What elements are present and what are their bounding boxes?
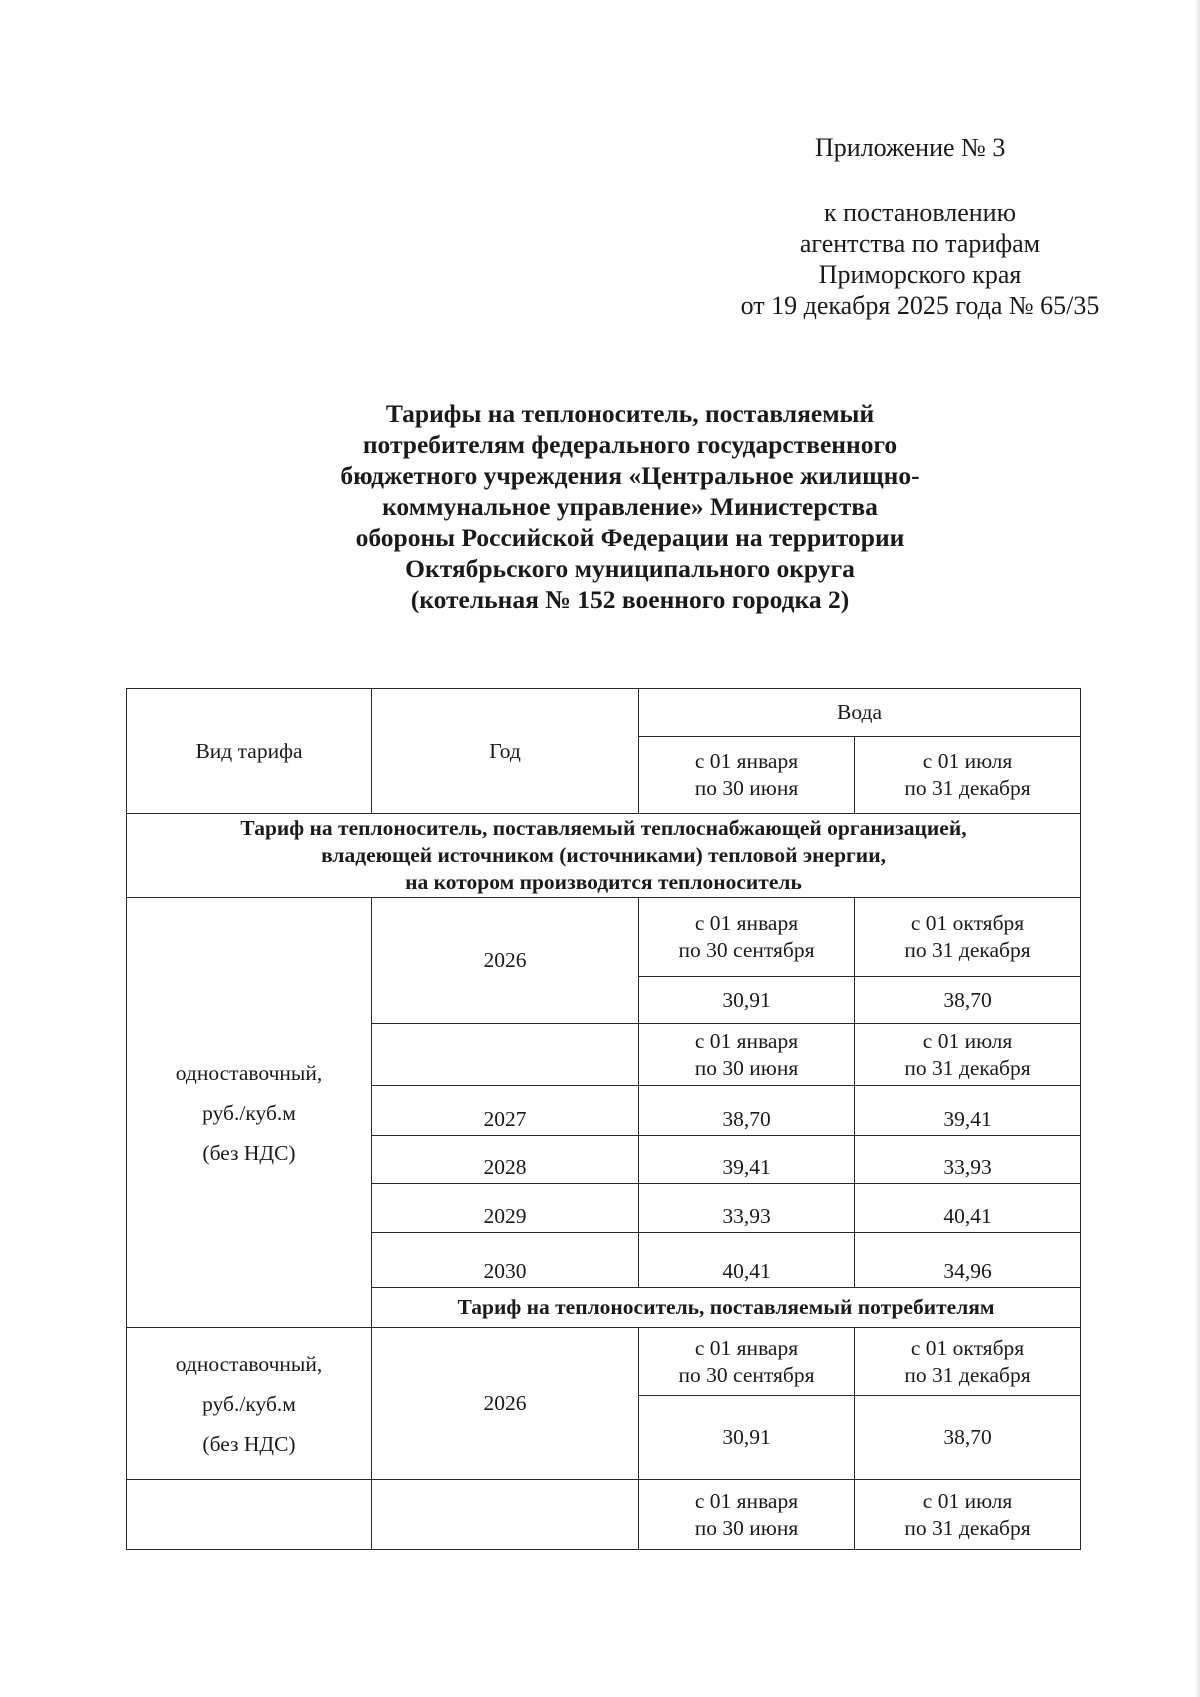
table-row: [127, 814, 1081, 898]
table-row: [127, 1328, 1081, 1396]
year-cell: 2026: [372, 1328, 639, 1480]
value-cell: 38,70: [855, 1396, 1081, 1480]
tariff-table: [126, 688, 1081, 1550]
document-title: [250, 398, 1010, 615]
year-cell: 2026: [372, 898, 639, 1024]
attachment-line: агентства по тарифам: [799, 229, 1041, 258]
section-1-title: Тариф на теплоноситель, поставляемый теплоснабжающей организацией, владеющей источником (источниками) тепловой энергии, на котором производится теплоноситель: [127, 814, 1081, 898]
year-cell: 2030: [372, 1233, 639, 1288]
section-1-tariff-type: одноставочный, руб./куб.м (без НДС): [127, 898, 372, 1328]
attachment-number: Приложение № 3: [815, 133, 1006, 162]
period-cell: с 01 января по 30 сентября: [639, 898, 855, 977]
year-cell-empty: [372, 1024, 639, 1086]
period-cell: с 01 января по 30 сентября: [639, 1328, 855, 1396]
title-line: бюджетного учреждения «Центральное жилищно-: [340, 461, 920, 490]
value-cell: 39,41: [639, 1136, 855, 1184]
value-cell: 30,91: [639, 977, 855, 1024]
title-line: обороны Российской Федерации на территории: [355, 523, 905, 552]
year-cell: 2027: [372, 1086, 639, 1136]
header-water: Вода: [639, 689, 1081, 737]
table-row: [127, 898, 1081, 977]
value-cell: 30,91: [639, 1396, 855, 1480]
period-cell: с 01 октября по 31 декабря: [855, 898, 1081, 977]
value-cell: 40,41: [855, 1184, 1081, 1233]
header-tariff-type: Вид тарифа: [127, 689, 372, 814]
period-cell: с 01 июля по 31 декабря: [855, 1480, 1081, 1550]
title-line: Тарифы на теплоноситель, поставляемый: [385, 399, 875, 428]
table-row: [127, 1480, 1081, 1550]
section-2-title: Тариф на теплоноситель, поставляемый потребителям: [372, 1288, 1081, 1328]
attachment-line: Приморского края: [818, 260, 1022, 289]
page-edge: [1194, 0, 1200, 1697]
attachment-line: от 19 декабря 2025 года № 65/35: [740, 291, 1100, 320]
title-line: (котельная № 152 военного городка 2): [410, 585, 850, 614]
header-year: Год: [372, 689, 639, 814]
period-cell: с 01 января по 30 июня: [639, 1024, 855, 1086]
period-cell: с 01 октября по 31 декабря: [855, 1328, 1081, 1396]
header-period-2: с 01 июля по 31 декабря: [855, 737, 1081, 814]
value-cell: 38,70: [855, 977, 1081, 1024]
section-2-tariff-type: одноставочный, руб./куб.м (без НДС): [127, 1328, 372, 1480]
attachment-header: [700, 132, 1140, 321]
value-cell: 34,96: [855, 1233, 1081, 1288]
value-cell: 40,41: [639, 1233, 855, 1288]
value-cell: 39,41: [855, 1086, 1081, 1136]
tariff-cell-empty: [127, 1480, 372, 1550]
attachment-line: к постановлению: [823, 198, 1017, 227]
title-line: Октябрьского муниципального округа: [405, 554, 855, 583]
table-row: [127, 689, 1081, 737]
value-cell: 33,93: [639, 1184, 855, 1233]
period-cell: с 01 января по 30 июня: [639, 1480, 855, 1550]
value-cell: 38,70: [639, 1086, 855, 1136]
title-line: коммунальное управление» Министерства: [382, 492, 878, 521]
period-cell: с 01 июля по 31 декабря: [855, 1024, 1081, 1086]
year-cell: 2028: [372, 1136, 639, 1184]
value-cell: 33,93: [855, 1136, 1081, 1184]
title-line: потребителям федерального государственного: [362, 430, 898, 459]
header-period-1: с 01 января по 30 июня: [639, 737, 855, 814]
year-cell-empty: [372, 1480, 639, 1550]
year-cell: 2029: [372, 1184, 639, 1233]
